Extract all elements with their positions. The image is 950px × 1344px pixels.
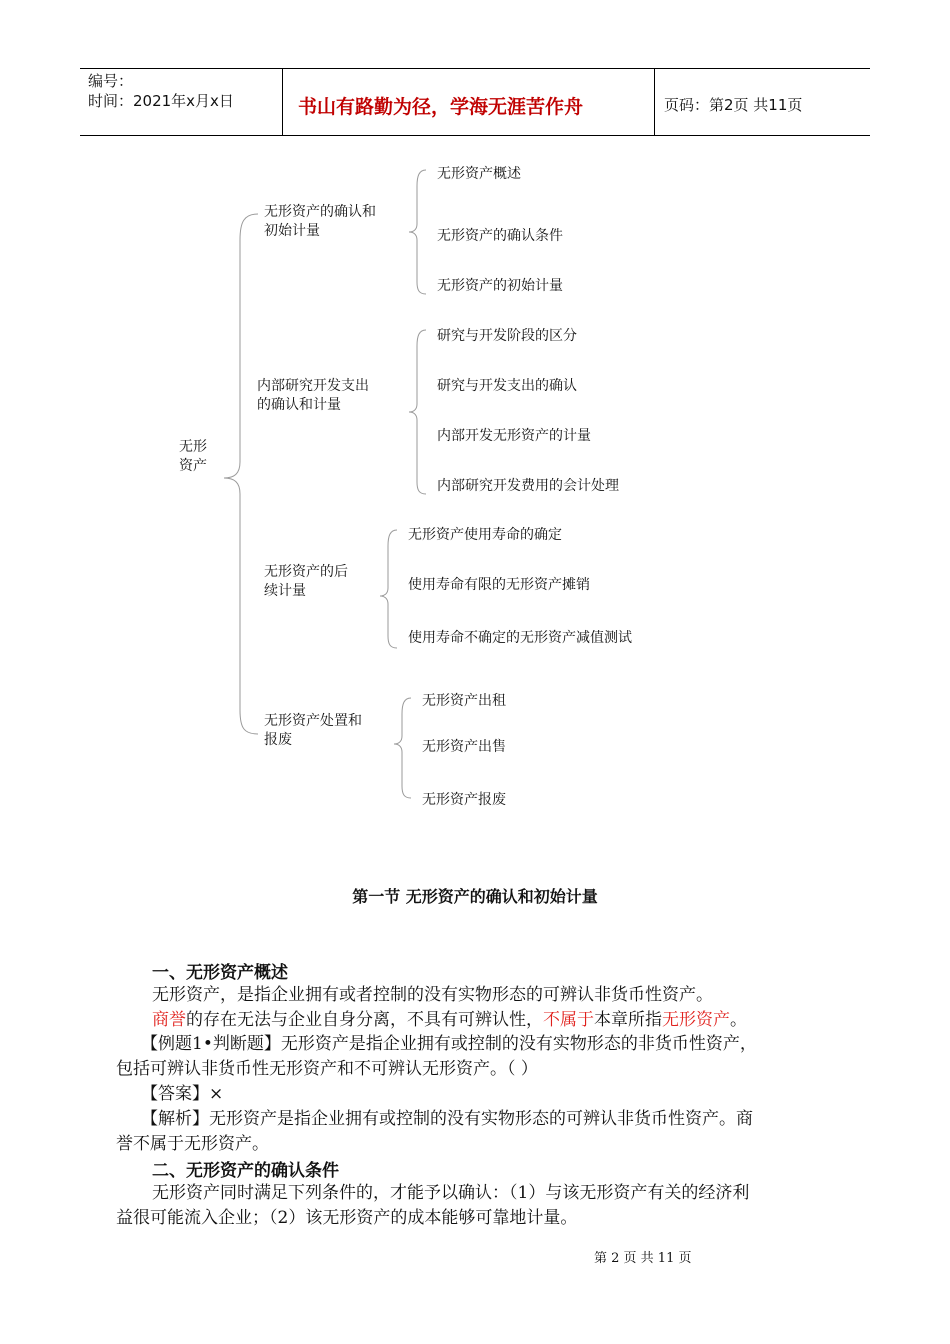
text-span: 的存在无法与企业自身分离，不具有可辨认性， bbox=[186, 1010, 543, 1030]
page-footer: 第 2 页 共 11 页 bbox=[594, 1251, 692, 1266]
paragraph-conditions-2: 益很可能流入企业；（2）该无形资产的成本能够可靠地计量。 bbox=[116, 1208, 578, 1228]
heading-overview: 一、无形资产概述 bbox=[152, 963, 288, 983]
example-line-1: 【例题1•判断题】无形资产是指企业拥有或控制的没有实物形态的非货币性资产， bbox=[141, 1034, 757, 1054]
paragraph-definition: 无形资产，是指企业拥有或者控制的没有实物形态的可辨认非货币性资产。 bbox=[152, 985, 713, 1005]
heading-recognition: 二、无形资产的确认条件 bbox=[152, 1161, 339, 1181]
text-span: 。 bbox=[730, 1010, 747, 1030]
tree-leaf: 研究与开发支出的确认 bbox=[437, 378, 577, 394]
tree-leaf: 无形资产的初始计量 bbox=[437, 278, 563, 294]
highlight-not-belong: 不属于 bbox=[543, 1010, 594, 1030]
tree-leaf: 无形资产使用寿命的确定 bbox=[408, 527, 562, 543]
group3-brace bbox=[380, 530, 397, 648]
tree-leaf: 内部研究开发费用的会计处理 bbox=[437, 478, 619, 494]
tree-group-3-label: 无形资产的后 续计量 bbox=[264, 564, 348, 599]
header-motto: 书山有路勤为径，学海无涯苦作舟 bbox=[298, 96, 584, 118]
group1-brace bbox=[409, 170, 426, 294]
analysis-line-1: 【解析】无形资产是指企业拥有或控制的没有实物形态的可辨认非货币性资产。商 bbox=[141, 1109, 753, 1129]
paragraph-conditions-1: 无形资产同时满足下列条件的，才能予以确认：（1）与该无形资产有关的经济利 bbox=[152, 1183, 750, 1203]
tree-leaf: 使用寿命有限的无形资产摊销 bbox=[408, 577, 590, 593]
paragraph-goodwill bbox=[152, 1007, 747, 1033]
tree-leaf: 无形资产报废 bbox=[422, 792, 506, 808]
tree-leaf: 使用寿命不确定的无形资产减值测试 bbox=[408, 630, 632, 646]
tree-group-1-label: 无形资产的确认和 初始计量 bbox=[264, 204, 376, 239]
tree-root: 无形 资产 bbox=[179, 439, 207, 474]
analysis-line-2: 誉不属于无形资产。 bbox=[116, 1134, 269, 1154]
answer-line: 【答案】× bbox=[141, 1084, 224, 1104]
time-label: 时间：2021年x月x日 bbox=[88, 92, 234, 110]
page-label: 页码：第2页 共11页 bbox=[664, 96, 803, 114]
tree-group-4-label: 无形资产处置和 报废 bbox=[264, 713, 362, 748]
tree-leaf: 内部开发无形资产的计量 bbox=[437, 428, 591, 444]
highlight-goodwill: 商誉 bbox=[152, 1010, 186, 1030]
example-line-2: 包括可辨认非货币性无形资产和不可辨认无形资产。（ ） bbox=[116, 1059, 538, 1079]
section-title: 第一节 无形资产的确认和初始计量 bbox=[352, 887, 598, 906]
number-label: 编号： bbox=[88, 72, 134, 90]
tree-leaf: 无形资产的确认条件 bbox=[437, 228, 563, 244]
tree-leaf: 无形资产概述 bbox=[437, 166, 521, 182]
tree-leaf: 无形资产出租 bbox=[422, 693, 506, 709]
tree-leaf: 无形资产出售 bbox=[422, 739, 506, 755]
tree-leaf: 研究与开发阶段的区分 bbox=[437, 328, 577, 344]
group2-brace bbox=[409, 330, 426, 494]
tree-group-2-label: 内部研究开发支出 的确认和计量 bbox=[257, 378, 369, 413]
highlight-intangible: 无形资产 bbox=[662, 1010, 730, 1030]
group4-brace bbox=[394, 698, 411, 798]
root-brace bbox=[224, 214, 258, 734]
text-span: 本章所指 bbox=[594, 1010, 662, 1030]
